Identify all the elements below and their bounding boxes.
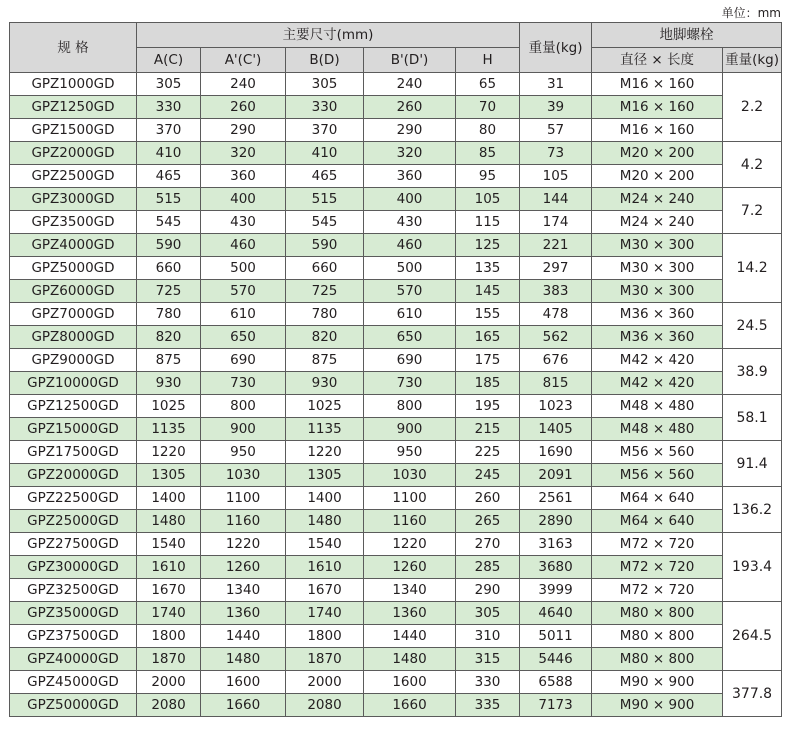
b-cell: 515 <box>286 188 364 211</box>
b-prime-cell: 1480 <box>364 648 456 671</box>
bolt-weight-cell: 14.2 <box>723 234 782 303</box>
model-cell: GPZ9000GD <box>10 349 137 372</box>
model-cell: GPZ20000GD <box>10 464 137 487</box>
h-cell: 315 <box>456 648 520 671</box>
h-cell: 70 <box>456 96 520 119</box>
a-cell: 1305 <box>137 464 201 487</box>
a-prime-cell: 320 <box>201 142 286 165</box>
bolt-weight-cell: 264.5 <box>723 602 782 671</box>
weight-cell: 815 <box>520 372 592 395</box>
b-cell: 725 <box>286 280 364 303</box>
b-prime-cell: 800 <box>364 395 456 418</box>
h-cell: 185 <box>456 372 520 395</box>
table-row <box>10 464 782 487</box>
bolt-size-cell: M64 × 640 <box>592 510 723 533</box>
bolt-size-cell: M56 × 560 <box>592 464 723 487</box>
a-prime-cell: 950 <box>201 441 286 464</box>
b-prime-cell: 260 <box>364 96 456 119</box>
b-prime-cell: 1660 <box>364 694 456 717</box>
h-cell: 225 <box>456 441 520 464</box>
bolt-weight-cell: 136.2 <box>723 487 782 533</box>
weight-cell: 1023 <box>520 395 592 418</box>
bolt-size-cell: M72 × 720 <box>592 579 723 602</box>
table-row <box>10 694 782 717</box>
table-row <box>10 579 782 602</box>
header-col-a-prime: A'(C') <box>201 48 286 73</box>
bolt-weight-cell: 4.2 <box>723 142 782 188</box>
bolt-size-cell: M64 × 640 <box>592 487 723 510</box>
h-cell: 85 <box>456 142 520 165</box>
b-prime-cell: 460 <box>364 234 456 257</box>
b-prime-cell: 1360 <box>364 602 456 625</box>
table-row <box>10 73 782 96</box>
header-bolt-weight: 重量(kg) <box>723 48 782 73</box>
table-row <box>10 648 782 671</box>
a-cell: 1540 <box>137 533 201 556</box>
b-cell: 875 <box>286 349 364 372</box>
a-prime-cell: 290 <box>201 119 286 142</box>
b-cell: 545 <box>286 211 364 234</box>
b-cell: 930 <box>286 372 364 395</box>
header-bolt-size: 直径 × 长度 <box>592 48 723 73</box>
bolt-size-cell: M80 × 800 <box>592 625 723 648</box>
weight-cell: 2890 <box>520 510 592 533</box>
a-prime-cell: 1660 <box>201 694 286 717</box>
weight-cell: 39 <box>520 96 592 119</box>
table-row <box>10 418 782 441</box>
bolt-size-cell: M42 × 420 <box>592 372 723 395</box>
b-cell: 1135 <box>286 418 364 441</box>
table-row <box>10 671 782 694</box>
h-cell: 155 <box>456 303 520 326</box>
weight-cell: 73 <box>520 142 592 165</box>
b-prime-cell: 1030 <box>364 464 456 487</box>
a-prime-cell: 1440 <box>201 625 286 648</box>
bolt-size-cell: M16 × 160 <box>592 119 723 142</box>
bolt-weight-cell: 91.4 <box>723 441 782 487</box>
model-cell: GPZ8000GD <box>10 326 137 349</box>
bolt-size-cell: M30 × 300 <box>592 257 723 280</box>
table-row <box>10 119 782 142</box>
b-cell: 1305 <box>286 464 364 487</box>
table-header <box>10 23 782 73</box>
model-cell: GPZ37500GD <box>10 625 137 648</box>
h-cell: 65 <box>456 73 520 96</box>
table-row <box>10 211 782 234</box>
table-row <box>10 487 782 510</box>
b-cell: 590 <box>286 234 364 257</box>
h-cell: 260 <box>456 487 520 510</box>
h-cell: 215 <box>456 418 520 441</box>
h-cell: 95 <box>456 165 520 188</box>
bolt-size-cell: M90 × 900 <box>592 694 723 717</box>
b-cell: 1400 <box>286 487 364 510</box>
header-weight: 重量(kg) <box>520 23 592 73</box>
h-cell: 115 <box>456 211 520 234</box>
h-cell: 290 <box>456 579 520 602</box>
b-cell: 1870 <box>286 648 364 671</box>
model-cell: GPZ32500GD <box>10 579 137 602</box>
unit-note: 单位：mm <box>721 6 781 20</box>
weight-cell: 297 <box>520 257 592 280</box>
a-cell: 780 <box>137 303 201 326</box>
model-cell: GPZ3500GD <box>10 211 137 234</box>
a-cell: 1025 <box>137 395 201 418</box>
model-cell: GPZ2000GD <box>10 142 137 165</box>
b-prime-cell: 570 <box>364 280 456 303</box>
table-row <box>10 349 782 372</box>
a-prime-cell: 1030 <box>201 464 286 487</box>
bolt-weight-cell: 193.4 <box>723 533 782 602</box>
b-prime-cell: 730 <box>364 372 456 395</box>
weight-cell: 478 <box>520 303 592 326</box>
model-cell: GPZ3000GD <box>10 188 137 211</box>
h-cell: 270 <box>456 533 520 556</box>
a-prime-cell: 800 <box>201 395 286 418</box>
b-prime-cell: 1160 <box>364 510 456 533</box>
weight-cell: 3163 <box>520 533 592 556</box>
a-prime-cell: 430 <box>201 211 286 234</box>
model-cell: GPZ25000GD <box>10 510 137 533</box>
a-prime-cell: 460 <box>201 234 286 257</box>
model-cell: GPZ15000GD <box>10 418 137 441</box>
b-cell: 2000 <box>286 671 364 694</box>
b-prime-cell: 1260 <box>364 556 456 579</box>
bolt-size-cell: M20 × 200 <box>592 165 723 188</box>
a-cell: 1870 <box>137 648 201 671</box>
bolt-weight-cell: 58.1 <box>723 395 782 441</box>
table-row <box>10 303 782 326</box>
bolt-size-cell: M48 × 480 <box>592 418 723 441</box>
b-cell: 780 <box>286 303 364 326</box>
bolt-size-cell: M30 × 300 <box>592 234 723 257</box>
model-cell: GPZ1000GD <box>10 73 137 96</box>
a-cell: 1670 <box>137 579 201 602</box>
table-row <box>10 280 782 303</box>
weight-cell: 2091 <box>520 464 592 487</box>
h-cell: 80 <box>456 119 520 142</box>
a-prime-cell: 1360 <box>201 602 286 625</box>
h-cell: 125 <box>456 234 520 257</box>
model-cell: GPZ10000GD <box>10 372 137 395</box>
bolt-weight-cell: 24.5 <box>723 303 782 349</box>
a-prime-cell: 1600 <box>201 671 286 694</box>
h-cell: 285 <box>456 556 520 579</box>
model-cell: GPZ12500GD <box>10 395 137 418</box>
b-prime-cell: 400 <box>364 188 456 211</box>
a-cell: 545 <box>137 211 201 234</box>
b-prime-cell: 1340 <box>364 579 456 602</box>
header-model: 规 格 <box>10 23 137 73</box>
table-row <box>10 188 782 211</box>
b-prime-cell: 500 <box>364 257 456 280</box>
b-cell: 820 <box>286 326 364 349</box>
weight-cell: 3999 <box>520 579 592 602</box>
b-cell: 330 <box>286 96 364 119</box>
table-row <box>10 96 782 119</box>
a-prime-cell: 900 <box>201 418 286 441</box>
b-prime-cell: 610 <box>364 303 456 326</box>
header-col-b: B(D) <box>286 48 364 73</box>
bolt-weight-cell: 377.8 <box>723 671 782 717</box>
header-anchor-bolt: 地脚螺栓 <box>592 23 782 48</box>
weight-cell: 6588 <box>520 671 592 694</box>
b-prime-cell: 650 <box>364 326 456 349</box>
a-cell: 725 <box>137 280 201 303</box>
model-cell: GPZ40000GD <box>10 648 137 671</box>
weight-cell: 562 <box>520 326 592 349</box>
a-prime-cell: 240 <box>201 73 286 96</box>
a-prime-cell: 1160 <box>201 510 286 533</box>
a-prime-cell: 1340 <box>201 579 286 602</box>
model-cell: GPZ1250GD <box>10 96 137 119</box>
bolt-size-cell: M72 × 720 <box>592 556 723 579</box>
h-cell: 265 <box>456 510 520 533</box>
bolt-size-cell: M30 × 300 <box>592 280 723 303</box>
table-row <box>10 602 782 625</box>
a-prime-cell: 730 <box>201 372 286 395</box>
table-row <box>10 142 782 165</box>
bolt-size-cell: M56 × 560 <box>592 441 723 464</box>
h-cell: 310 <box>456 625 520 648</box>
a-cell: 1220 <box>137 441 201 464</box>
table-row <box>10 441 782 464</box>
header-col-b-prime: B'(D') <box>364 48 456 73</box>
bolt-size-cell: M48 × 480 <box>592 395 723 418</box>
table-body <box>10 73 782 717</box>
table-row <box>10 234 782 257</box>
table-row <box>10 533 782 556</box>
h-cell: 330 <box>456 671 520 694</box>
weight-cell: 383 <box>520 280 592 303</box>
b-prime-cell: 290 <box>364 119 456 142</box>
a-prime-cell: 1100 <box>201 487 286 510</box>
table-row <box>10 510 782 533</box>
a-cell: 410 <box>137 142 201 165</box>
b-cell: 2080 <box>286 694 364 717</box>
a-prime-cell: 650 <box>201 326 286 349</box>
weight-cell: 105 <box>520 165 592 188</box>
table-row <box>10 395 782 418</box>
model-cell: GPZ1500GD <box>10 119 137 142</box>
b-cell: 1670 <box>286 579 364 602</box>
table-row <box>10 326 782 349</box>
table-row <box>10 625 782 648</box>
weight-cell: 5446 <box>520 648 592 671</box>
b-cell: 1220 <box>286 441 364 464</box>
bolt-size-cell: M20 × 200 <box>592 142 723 165</box>
b-prime-cell: 360 <box>364 165 456 188</box>
a-cell: 370 <box>137 119 201 142</box>
a-cell: 2000 <box>137 671 201 694</box>
a-cell: 305 <box>137 73 201 96</box>
b-prime-cell: 1220 <box>364 533 456 556</box>
b-prime-cell: 900 <box>364 418 456 441</box>
a-cell: 465 <box>137 165 201 188</box>
header-col-h: H <box>456 48 520 73</box>
table-row <box>10 257 782 280</box>
h-cell: 175 <box>456 349 520 372</box>
b-cell: 1540 <box>286 533 364 556</box>
bolt-size-cell: M72 × 720 <box>592 533 723 556</box>
b-cell: 1740 <box>286 602 364 625</box>
weight-cell: 57 <box>520 119 592 142</box>
b-cell: 1800 <box>286 625 364 648</box>
h-cell: 105 <box>456 188 520 211</box>
b-prime-cell: 690 <box>364 349 456 372</box>
weight-cell: 4640 <box>520 602 592 625</box>
a-cell: 2080 <box>137 694 201 717</box>
a-cell: 820 <box>137 326 201 349</box>
b-cell: 660 <box>286 257 364 280</box>
b-cell: 410 <box>286 142 364 165</box>
a-cell: 660 <box>137 257 201 280</box>
b-prime-cell: 1100 <box>364 487 456 510</box>
a-prime-cell: 400 <box>201 188 286 211</box>
a-prime-cell: 1220 <box>201 533 286 556</box>
h-cell: 305 <box>456 602 520 625</box>
model-cell: GPZ27500GD <box>10 533 137 556</box>
weight-cell: 1690 <box>520 441 592 464</box>
weight-cell: 2561 <box>520 487 592 510</box>
weight-cell: 5011 <box>520 625 592 648</box>
a-prime-cell: 1480 <box>201 648 286 671</box>
model-cell: GPZ7000GD <box>10 303 137 326</box>
weight-cell: 31 <box>520 73 592 96</box>
a-cell: 590 <box>137 234 201 257</box>
a-cell: 1135 <box>137 418 201 441</box>
bolt-size-cell: M42 × 420 <box>592 349 723 372</box>
model-cell: GPZ45000GD <box>10 671 137 694</box>
a-cell: 930 <box>137 372 201 395</box>
bolt-size-cell: M16 × 160 <box>592 96 723 119</box>
model-cell: GPZ5000GD <box>10 257 137 280</box>
model-cell: GPZ50000GD <box>10 694 137 717</box>
weight-cell: 1405 <box>520 418 592 441</box>
a-prime-cell: 570 <box>201 280 286 303</box>
weight-cell: 221 <box>520 234 592 257</box>
a-prime-cell: 360 <box>201 165 286 188</box>
bolt-size-cell: M24 × 240 <box>592 211 723 234</box>
b-cell: 1480 <box>286 510 364 533</box>
a-cell: 1400 <box>137 487 201 510</box>
weight-cell: 3680 <box>520 556 592 579</box>
table-row <box>10 556 782 579</box>
h-cell: 335 <box>456 694 520 717</box>
a-cell: 875 <box>137 349 201 372</box>
b-prime-cell: 950 <box>364 441 456 464</box>
header-col-a: A(C) <box>137 48 201 73</box>
bolt-size-cell: M24 × 240 <box>592 188 723 211</box>
weight-cell: 174 <box>520 211 592 234</box>
b-prime-cell: 240 <box>364 73 456 96</box>
b-prime-cell: 320 <box>364 142 456 165</box>
weight-cell: 7173 <box>520 694 592 717</box>
a-cell: 330 <box>137 96 201 119</box>
b-prime-cell: 1600 <box>364 671 456 694</box>
bolt-size-cell: M36 × 360 <box>592 326 723 349</box>
weight-cell: 676 <box>520 349 592 372</box>
bolt-weight-cell: 2.2 <box>723 73 782 142</box>
model-cell: GPZ4000GD <box>10 234 137 257</box>
h-cell: 195 <box>456 395 520 418</box>
spec-table <box>9 22 782 717</box>
model-cell: GPZ22500GD <box>10 487 137 510</box>
bolt-size-cell: M80 × 800 <box>592 602 723 625</box>
bolt-size-cell: M36 × 360 <box>592 303 723 326</box>
b-cell: 1610 <box>286 556 364 579</box>
a-prime-cell: 1260 <box>201 556 286 579</box>
a-cell: 1740 <box>137 602 201 625</box>
b-cell: 1025 <box>286 395 364 418</box>
bolt-weight-cell: 7.2 <box>723 188 782 234</box>
b-prime-cell: 430 <box>364 211 456 234</box>
b-cell: 370 <box>286 119 364 142</box>
b-cell: 305 <box>286 73 364 96</box>
a-prime-cell: 500 <box>201 257 286 280</box>
model-cell: GPZ17500GD <box>10 441 137 464</box>
a-prime-cell: 610 <box>201 303 286 326</box>
model-cell: GPZ6000GD <box>10 280 137 303</box>
a-cell: 1480 <box>137 510 201 533</box>
model-cell: GPZ30000GD <box>10 556 137 579</box>
b-cell: 465 <box>286 165 364 188</box>
bolt-size-cell: M16 × 160 <box>592 73 723 96</box>
a-prime-cell: 260 <box>201 96 286 119</box>
model-cell: GPZ35000GD <box>10 602 137 625</box>
bolt-size-cell: M80 × 800 <box>592 648 723 671</box>
b-prime-cell: 1440 <box>364 625 456 648</box>
h-cell: 165 <box>456 326 520 349</box>
header-main-dims: 主要尺寸(mm) <box>137 23 520 48</box>
bolt-size-cell: M90 × 900 <box>592 671 723 694</box>
h-cell: 135 <box>456 257 520 280</box>
bolt-weight-cell: 38.9 <box>723 349 782 395</box>
table-row <box>10 165 782 188</box>
a-cell: 1800 <box>137 625 201 648</box>
a-cell: 1610 <box>137 556 201 579</box>
weight-cell: 144 <box>520 188 592 211</box>
a-cell: 515 <box>137 188 201 211</box>
model-cell: GPZ2500GD <box>10 165 137 188</box>
h-cell: 245 <box>456 464 520 487</box>
table-row <box>10 372 782 395</box>
h-cell: 145 <box>456 280 520 303</box>
a-prime-cell: 690 <box>201 349 286 372</box>
